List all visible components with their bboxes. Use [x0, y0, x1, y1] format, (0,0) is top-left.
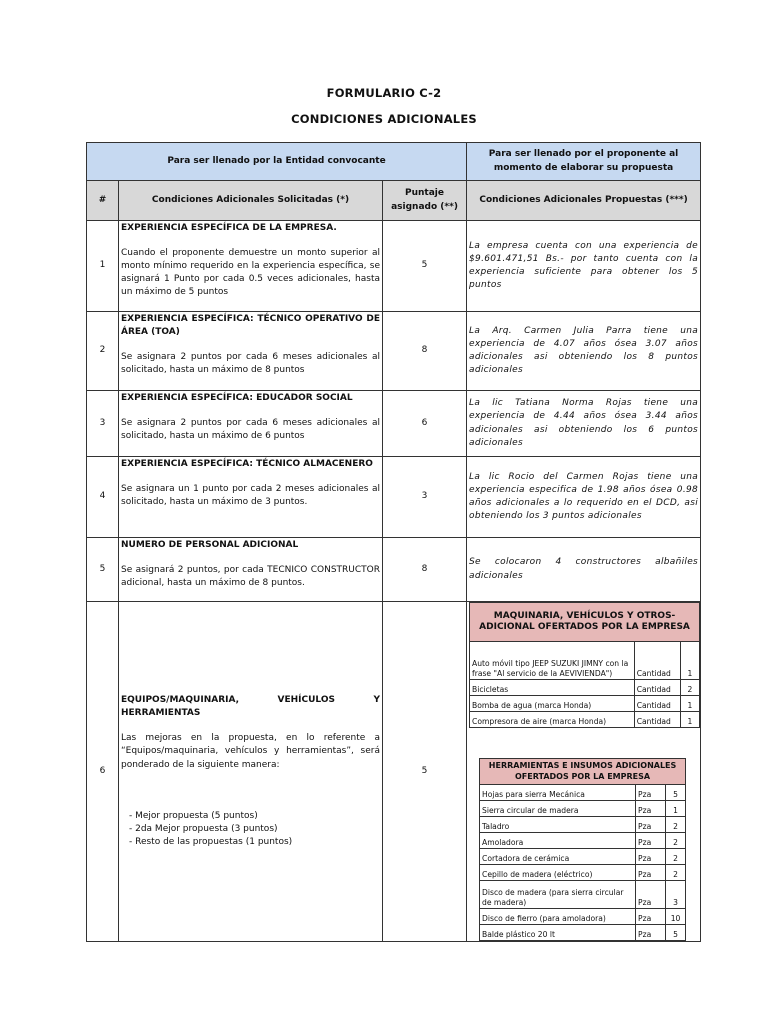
puntaje-cell: 8 — [383, 312, 467, 391]
table-row — [470, 696, 700, 712]
item-name: Taladro — [480, 817, 636, 833]
header-proponente: Para ser llenado por el proponente al momento de elaborar su propuesta — [467, 143, 701, 181]
table-row — [470, 680, 700, 696]
form-title: FORMULARIO C-2 — [326, 86, 442, 100]
table-row — [87, 391, 701, 457]
table-row — [480, 817, 686, 833]
header-condiciones: Condiciones Adicionales Solicitadas (*) — [119, 181, 383, 221]
maquinaria-block — [467, 602, 700, 728]
condition-desc: Se asignará 2 puntos, por cada TECNICO CONSTRUCTOR adicional, hasta un máximo de 8 puntos. — [121, 565, 380, 589]
item-name: Disco de fierro (para amoladora) — [480, 909, 636, 925]
header-num: # — [87, 181, 119, 221]
item-name: Balde plástico 20 lt — [480, 925, 636, 941]
condition-cell — [119, 221, 383, 312]
item-unit: Pza — [636, 909, 666, 925]
item-name: Amoladora — [480, 833, 636, 849]
table-row — [480, 849, 686, 865]
item-unit: Pza — [636, 785, 666, 801]
maquinaria-title: MAQUINARIA, VEHÍCULOS Y OTROS- ADICIONAL OFERTADOS POR LA EMPRESA — [470, 603, 700, 642]
condition-title: EQUIPOS/MAQUINARIA, VEHÍCULOS Y HERRAMIENTAS — [121, 695, 380, 719]
herramientas-table — [479, 758, 686, 941]
scoring-list — [121, 810, 380, 849]
item-unit: Cantidad — [634, 642, 680, 680]
item-unit: Cantidad — [634, 712, 680, 728]
table-row — [87, 221, 701, 312]
conditions-table — [86, 142, 701, 942]
item-qty: 5 — [666, 785, 686, 801]
row-number: 2 — [87, 312, 119, 391]
item-qty: 2 — [680, 680, 699, 696]
condition-title: EXPERIENCIA ESPECÍFICA: EDUCADOR SOCIAL — [121, 393, 353, 403]
row-number: 5 — [87, 538, 119, 602]
condition-cell — [119, 538, 383, 602]
row-number: 4 — [87, 457, 119, 538]
herramientas-block — [467, 728, 685, 941]
list-item: - Mejor propuesta (5 puntos) — [129, 810, 258, 821]
item-name: Compresora de aire (marca Honda) — [470, 712, 635, 728]
table-row — [87, 457, 701, 538]
item-unit: Pza — [636, 881, 666, 909]
condition-title: NUMERO DE PERSONAL ADICIONAL — [121, 540, 299, 550]
condition-cell — [119, 312, 383, 391]
row-number: 1 — [87, 221, 119, 312]
puntaje-cell: 8 — [383, 538, 467, 602]
puntaje-cell: 5 — [383, 602, 467, 942]
item-qty: 5 — [666, 925, 686, 941]
table-row — [470, 642, 700, 680]
condition-desc: Las mejoras en la propuesta, en lo referente a “Equipos/maquinaria, vehículos y herramientas”, será ponderado de la siguiente manera: — [121, 733, 380, 770]
item-qty: 3 — [666, 881, 686, 909]
condition-cell — [119, 602, 383, 942]
item-unit: Pza — [636, 925, 666, 941]
item-qty: 1 — [680, 712, 699, 728]
item-unit: Pza — [636, 801, 666, 817]
puntaje-cell: 3 — [383, 457, 467, 538]
condition-title: EXPERIENCIA ESPECÍFICA: TÉCNICO OPERATIVO DE ÁREA (TOA) — [121, 314, 380, 338]
propuesta-cell: La lic Tatiana Norma Rojas tiene una experiencia de 4.44 años ósea 3.44 años adicionales asi obteniendo los 6 puntos adicionales — [467, 391, 701, 457]
item-qty: 10 — [666, 909, 686, 925]
form-subtitle: CONDICIONES ADICIONALES — [291, 112, 477, 126]
item-name: Cepillo de madera (eléctrico) — [480, 865, 636, 881]
item-qty: 2 — [666, 865, 686, 881]
list-item: - 2da Mejor propuesta (3 puntos) — [129, 823, 278, 834]
item-unit: Cantidad — [634, 680, 680, 696]
table-row — [480, 801, 686, 817]
item-qty: 1 — [680, 696, 699, 712]
table-row — [480, 865, 686, 881]
table-row — [87, 602, 701, 942]
row-number: 6 — [87, 602, 119, 942]
condition-desc: Cuando el proponente demuestre un monto superior al monto mínimo requerido en la experiencia específica, se asignará 1 Punto por cada 0.5 veces adicionales, hasta un máximo de 5 puntos — [121, 248, 380, 298]
condition-cell — [119, 457, 383, 538]
propuesta-cell: La Arq. Carmen Julia Parra tiene una experiencia de 4.07 años ósea 3.07 años adicionales asi obteniendo los 8 puntos adicionales — [467, 312, 701, 391]
condition-desc: Se asignara un 1 punto por cada 2 meses adicionales al solicitado, hasta un máximo de 3 puntos. — [121, 484, 380, 508]
item-name: Bicicletas — [470, 680, 635, 696]
condition-cell — [119, 391, 383, 457]
maquinaria-header-row — [470, 603, 700, 642]
condition-desc: Se asignara 2 puntos por cada 6 meses adicionales al solicitado, hasta un máximo de 6 puntos — [121, 418, 380, 442]
item-name: Disco de madera (para sierra circular de madera) — [480, 881, 636, 909]
propuesta-cell: La lic Rocio del Carmen Rojas tiene una experiencia especifica de 1.98 años ósea 0.98 años adicionales a lo requerido en el DCD, asi obteniendo los 3 puntos adicionales — [467, 457, 701, 538]
item-qty: 2 — [666, 833, 686, 849]
propuesta-cell: La empresa cuenta con una experiencia de $9.601.471,51 Bs.- por tanto cuenta con la experiencia suficiente para obtener los 5 puntos — [467, 221, 701, 312]
item-unit: Pza — [636, 817, 666, 833]
item-unit: Pza — [636, 865, 666, 881]
row-number: 3 — [87, 391, 119, 457]
header-puntaje: Puntaje asignado (**) — [383, 181, 467, 221]
item-unit: Pza — [636, 833, 666, 849]
item-name: Auto móvil tipo JEEP SUZUKI JIMNY con la frase "Al servicio de la AEVIVIENDA") — [470, 642, 635, 680]
table-row — [480, 909, 686, 925]
item-name: Bomba de agua (marca Honda) — [470, 696, 635, 712]
item-name: Cortadora de cerámica — [480, 849, 636, 865]
herramientas-header-row — [480, 759, 686, 785]
item-qty: 1 — [666, 801, 686, 817]
list-item: - Resto de las propuestas (1 puntos) — [129, 836, 293, 847]
herramientas-title: HERRAMIENTAS E INSUMOS ADICIONALES OFERTADOS POR LA EMPRESA — [480, 759, 686, 785]
propuesta-cell: Se colocaron 4 constructores albañiles adicionales — [467, 538, 701, 602]
item-qty: 2 — [666, 817, 686, 833]
table-row — [480, 785, 686, 801]
table-row — [470, 712, 700, 728]
table-row — [480, 881, 686, 909]
puntaje-cell: 6 — [383, 391, 467, 457]
condition-title: EXPERIENCIA ESPECÍFICA: TÉCNICO ALMACENERO — [121, 459, 373, 469]
condition-desc: Se asignara 2 puntos por cada 6 meses adicionales al solicitado, hasta un máximo de 8 puntos — [121, 352, 380, 376]
propuesta-cell — [467, 602, 701, 942]
item-unit: Pza — [636, 849, 666, 865]
condition-title: EXPERIENCIA ESPECÍFICA DE LA EMPRESA. — [121, 223, 337, 233]
puntaje-cell: 5 — [383, 221, 467, 312]
table-row — [480, 833, 686, 849]
item-unit: Cantidad — [634, 696, 680, 712]
maquinaria-table — [469, 602, 700, 728]
header-row-1 — [87, 143, 701, 181]
header-entidad: Para ser llenado por la Entidad convocante — [87, 143, 467, 181]
table-row — [87, 538, 701, 602]
header-propuestas: Condiciones Adicionales Propuestas (***) — [467, 181, 701, 221]
header-row-2 — [87, 181, 701, 221]
item-name: Hojas para sierra Mecánica — [480, 785, 636, 801]
item-qty: 1 — [680, 642, 699, 680]
table-row — [87, 312, 701, 391]
item-qty: 2 — [666, 849, 686, 865]
table-row — [480, 925, 686, 941]
item-name: Sierra circular de madera — [480, 801, 636, 817]
